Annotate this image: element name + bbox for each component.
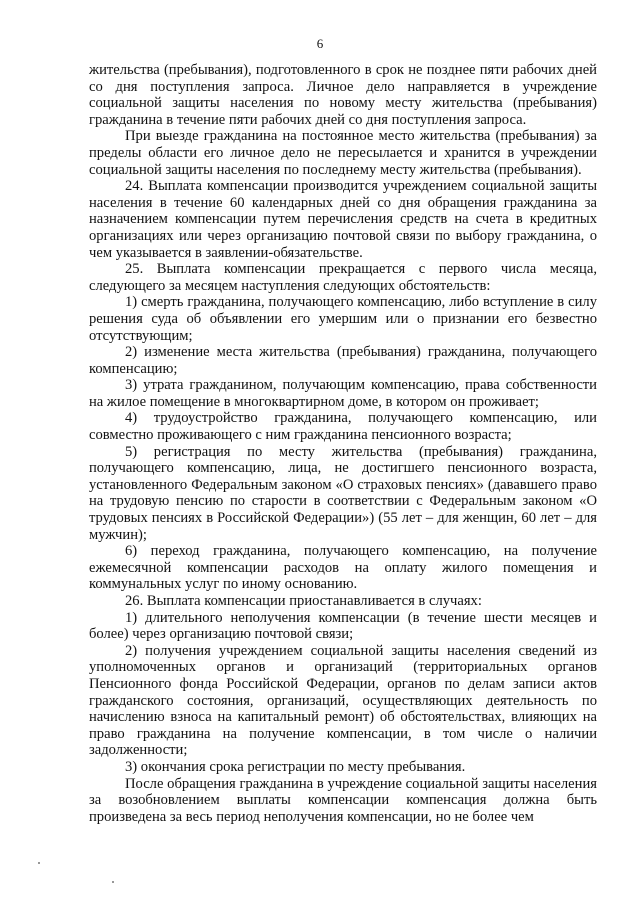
paragraph-item-24: 24. Выплата компенсации производится учреждением социальной защиты населения в течение 60 календарных дней со дня обращения гражданина за назначением компенсации путем перечисления средств на счета в кредитных организациях или через организацию почтовой связи по выбору гражданина, о чем указывается в заявлении-обязательстве. [89,178,597,261]
document-body [89,62,597,825]
list-item-25-2: 2) изменение места жительства (пребывания) гражданина, получающего компенсацию; [89,344,597,377]
list-item-25-6: 6) переход гражданина, получающего компенсацию, на получение ежемесячной компенсации расходов на оплату жилого помещения и коммунальных услуг по иному основанию. [89,543,597,593]
page-number: 6 [316,36,324,51]
paragraph-residence-transfer: жительства (пребывания), подготовленного в срок не позднее пяти рабочих дней со дня поступления запроса. Личное дело направляется в учреждение социальной защиты населения по новому месту жительства (пребывания) гражданина в течение пяти рабочих дней со дня поступления запроса. [89,62,597,128]
paragraph-departure-outside-region: При выезде гражданина на постоянное место жительства (пребывания) за пределы области его личное дело не пересылается и хранится в учреждении социальной защиты населения по последнему месту жительства (пребывания). [89,128,597,178]
list-item-26-3: 3) окончания срока регистрации по месту пребывания. [125,758,466,775]
list-item-25-3: 3) утрата гражданином, получающим компенсацию, права собственности на жилое помещение в многоквартирном доме, в котором он проживает; [89,377,597,410]
list-item-26-1: 1) длительного неполучения компенсации (в течение шести месяцев и более) через организацию почтовой связи; [89,609,597,643]
list-item-25-5: 5) регистрация по месту жительства (пребывания) гражданина, получающего компенсацию, лица, не достигшего пенсионного возраста, установленного Федеральным законом «О страховых пенсиях» (дававшего право на трудовую пенсию по старости в соответствии с Федеральным законом «О трудовых пенсиях в Российской Федерации») (55 лет – для женщин, 60 лет – для мужчин); [89,443,597,543]
list-item-25-1: 1) смерть гражданина, получающего компенсацию, либо вступление в силу решения суда об объявлении его умершим или о признании его безвестно отсутствующим; [89,294,597,344]
scan-artifact [38,862,40,864]
scan-artifact [112,881,114,883]
paragraph-resumption: После обращения гражданина в учреждение социальной защиты населения за возобновлением выплаты компенсации компенсация должна быть произведена за весь период неполучения компенсации, но не более чем [89,775,597,825]
list-item-25-4: 4) трудоустройство гражданина, получающего компенсацию, или совместно проживающего с ним гражданина пенсионного возраста; [89,410,597,444]
paragraph-item-25: 25. Выплата компенсации прекращается с первого числа месяца, следующего за месяцем наступления следующих обстоятельств: [89,261,597,294]
list-item-26-2: 2) получения учреждением социальной защиты населения сведений из уполномоченных органов и организаций (территориальных органов Пенсионного фонда Российской Федерации, органов по делам записи актов гражданского состояния, организаций, осуществляющих деятельность по начислению взноса на капитальный ремонт) об обстоятельствах, влияющих на право гражданина на получение компенсации, в том числе о наличии задолженности; [89,642,597,759]
paragraph-item-26: 26. Выплата компенсации приостанавливается в случаях: [125,593,482,609]
